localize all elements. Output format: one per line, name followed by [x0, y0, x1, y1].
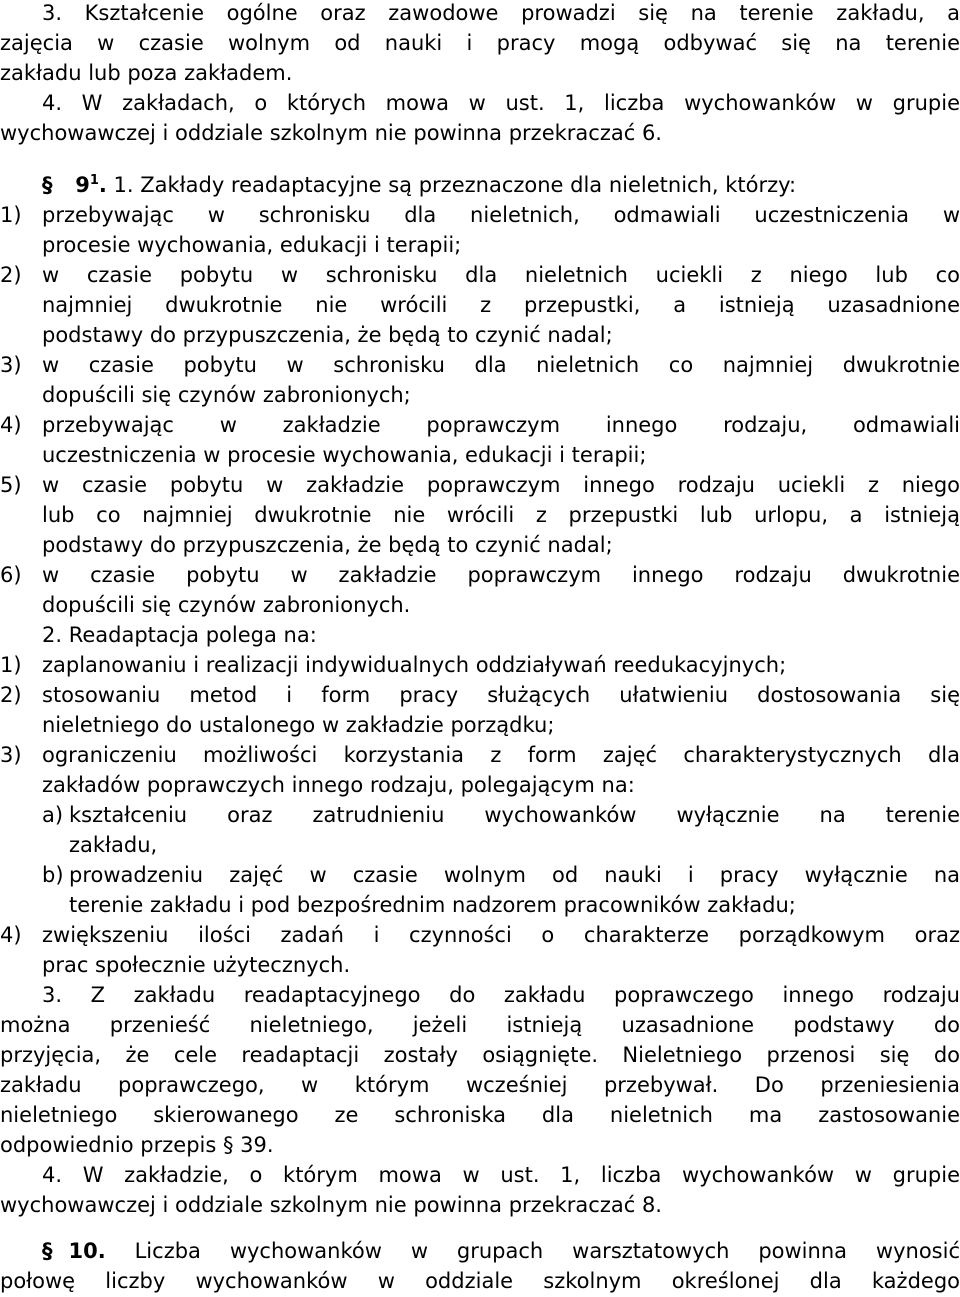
paragraph-line: 4. W zakładzie, o którym mowa w ust. 1, liczba wychowanków w grupie: [42, 1163, 960, 1187]
section-heading: [0, 1236, 960, 1266]
sub-text: kształceniu oraz zatrudnieniu wychowanków wyłącznie na terenie: [69, 803, 960, 827]
list-number: 4): [0, 413, 22, 437]
list-item-cont: dopuścili się czynów zabronionych;: [42, 383, 411, 407]
list-item-cont: prac społecznie użytecznych.: [42, 953, 351, 977]
sub-item: [0, 860, 960, 890]
section-number-dot: .: [98, 173, 107, 197]
paragraph-line: zakładu poprawczego, w którym wcześniej przebywał. Do przeniesienia: [0, 1073, 960, 1097]
list-text: w czasie pobytu w zakładzie poprawczym innego rodzaju uciekli z niego: [42, 473, 960, 497]
sub-text: prowadzeniu zajęć w czasie wolnym od nauki i pracy wyłącznie na: [69, 863, 960, 887]
list-item-cont: zakładów poprawczych innego rodzaju, polegającym na:: [42, 773, 635, 797]
paragraph-sign: §: [42, 173, 53, 197]
paragraph-line: 2. Readaptacja polega na:: [42, 623, 317, 647]
paragraph-line: nieletniego skierowanego ze schroniska dla nieletnich ma zastosowanie: [0, 1103, 960, 1127]
list-number: 2): [0, 263, 22, 287]
list-text: w czasie pobytu w zakładzie poprawczym innego rodzaju dwukrotnie: [42, 563, 960, 587]
list-item-cont: dopuścili się czynów zabronionych.: [42, 593, 411, 617]
list-item-cont: uczestniczenia w procesie wychowania, edukacji i terapii;: [42, 443, 647, 467]
paragraph-line: wychowawczej i oddziale szkolnym nie powinna przekraczać 8.: [0, 1193, 662, 1217]
section-superscript: 1: [89, 173, 99, 188]
list-number: 3): [0, 743, 22, 767]
text-line: zajęcia w czasie wolnym od nauki i pracy mogą odbywać się na terenie: [0, 31, 960, 55]
paragraph-line: połowę liczby wychowanków w oddziale szkolnym określonej dla każdego: [0, 1269, 960, 1293]
paragraph-line: odpowiednio przepis § 39.: [0, 1133, 274, 1157]
list-number: 3): [0, 353, 22, 377]
list-item: [0, 740, 960, 770]
text-line: zakładu lub poza zakładem.: [0, 61, 293, 85]
list-number: 4): [0, 923, 22, 947]
section-intro: 1. Zakłady readaptacyjne są przeznaczone dla nieletnich, którzy:: [106, 173, 797, 197]
list-item: [0, 680, 960, 710]
list-item: [0, 920, 960, 950]
text-line: 3. Kształcenie ogólne oraz zawodowe prowadzi się na terenie zakładu, a: [42, 1, 960, 25]
list-text: w czasie pobytu w schronisku dla nieletnich uciekli z niego lub co: [42, 263, 960, 287]
list-item: [0, 200, 960, 230]
list-text: ograniczeniu możliwości korzystania z form zajęć charakterystycznych dla: [42, 743, 960, 767]
list-item: [0, 650, 960, 680]
paragraph-line: przyjęcia, że cele readaptacji zostały osiągnięte. Nieletniego przenosi się do: [0, 1043, 960, 1067]
paragraph-line: 3. Z zakładu readaptacyjnego do zakładu poprawczego innego rodzaju: [42, 983, 960, 1007]
section-heading: [0, 170, 960, 200]
list-item: [0, 470, 960, 500]
sub-item-cont: zakładu,: [69, 833, 158, 857]
sub-item-cont: terenie zakładu i pod bezpośrednim nadzorem pracowników zakładu;: [69, 893, 796, 917]
list-item: [0, 350, 960, 380]
sub-item: [0, 800, 960, 830]
list-text: przebywając w schronisku dla nieletnich, odmawiali uczestniczenia w: [42, 203, 960, 227]
list-item: [0, 410, 960, 440]
list-number: 2): [0, 683, 22, 707]
list-item-cont: lub co najmniej dwukrotnie nie wrócili z przepustki lub urlopu, a istnieją: [42, 503, 960, 527]
sub-letter: a): [42, 803, 64, 827]
section-text: Liczba wychowanków w grupach warsztatowych powinna wynosić: [105, 1239, 960, 1263]
section-number: 10.: [68, 1239, 106, 1263]
list-text: zwiększeniu ilości zadań i czynności o charakterze porządkowym oraz: [42, 923, 960, 947]
list-number: 1): [0, 203, 22, 227]
list-item-cont: podstawy do przypuszczenia, że będą to czynić nadal;: [42, 533, 613, 557]
paragraph-sign: §: [42, 1239, 53, 1263]
list-text: przebywając w zakładzie poprawczym innego rodzaju, odmawiali: [42, 413, 960, 437]
paragraph-line: można przenieść nieletniego, jeżeli istnieją uzasadnione podstawy do: [0, 1013, 960, 1037]
list-text: w czasie pobytu w schronisku dla nieletnich co najmniej dwukrotnie: [42, 353, 960, 377]
list-item-cont: procesie wychowania, edukacji i terapii;: [42, 233, 462, 257]
list-number: 6): [0, 563, 22, 587]
list-text: stosowaniu metod i form pracy służących ułatwieniu dostosowania się: [42, 683, 960, 707]
text-line: wychowawczej i oddziale szkolnym nie powinna przekraczać 6.: [0, 121, 662, 145]
list-item-cont: najmniej dwukrotnie nie wrócili z przepustki, a istnieją uzasadnione: [42, 293, 960, 317]
list-item-cont: podstawy do przypuszczenia, że będą to czynić nadal;: [42, 323, 613, 347]
section-number: 9: [75, 173, 90, 197]
text-line: 4. W zakładach, o których mowa w ust. 1, liczba wychowanków w grupie: [42, 91, 960, 115]
list-text: zaplanowaniu i realizacji indywidualnych oddziaływań reedukacyjnych;: [42, 653, 787, 677]
list-item: [0, 560, 960, 590]
list-number: 1): [0, 653, 22, 677]
list-item-cont: nieletniego do ustalonego w zakładzie porządku;: [42, 713, 555, 737]
sub-letter: b): [42, 863, 64, 887]
list-item: [0, 260, 960, 290]
list-number: 5): [0, 473, 22, 497]
